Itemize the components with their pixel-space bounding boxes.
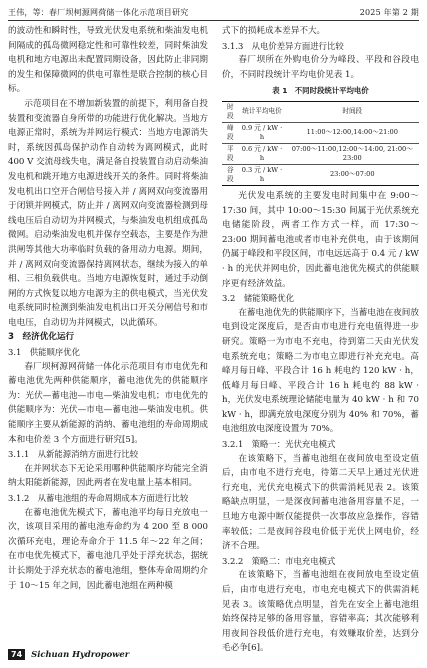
header-divider: [8, 20, 419, 21]
table-row: [222, 122, 419, 143]
paragraph: 在并网状态下无论采用哪种供能顺序均能完全消纳太阳能新能源，因此两者在发电量上基本相同。: [8, 463, 208, 489]
column-header: 时间段: [286, 101, 419, 122]
left-column: [8, 24, 208, 642]
electricity-price-table: [222, 101, 419, 186]
table-cell: 0.9 元 / kW · h: [238, 122, 285, 143]
subsection-heading: 3.2 储能策略优化: [222, 293, 294, 304]
section-heading: 3 经济优化运行: [8, 332, 75, 343]
table-cell: 23:00～07:00: [286, 164, 419, 185]
table-cell: 平段: [222, 143, 238, 164]
page-number: 74: [8, 649, 25, 660]
table-cell: 11:00～12:00,14:00～21:00: [286, 122, 419, 143]
table-row: [222, 143, 419, 164]
table-cell: 0.3 元 / kW · h: [238, 164, 285, 185]
paragraph: 春厂坝柯源网荷储一体化示范项目有市电优先和蓄电池优先两种供能顺序，蓄电池优先的供能顺序为：光伏—蓄电池—市电—柴油发电机；市电优先的供能顺序为：光伏—市电—蓄电池—柴油发电机。供能顺序主要从新能源的消纳、蓄电池组的寿命周期成本和电价差 3 个方面进行研究[5]。: [8, 361, 208, 445]
column-header: 统计平均电价: [238, 101, 285, 122]
right-column: [222, 24, 419, 654]
header-article-title: 王伟，等：春厂坝柯源网荷储一体化示范项目研究: [8, 7, 189, 17]
table-row: [222, 164, 419, 185]
paragraph: 示范项目在不增加新装置的前提下，利用备自投装置和变流器自身所带的功能进行优化解决。当地方电源正常时，系统为并网运行模式：当地方电源消失时，系统因孤岛保护动作自动转为离网模式，此时 400 V 交流母线失电，满足备自投装置自动启动柴油发电机和跳开地方电源进线开关的条件。同时将柴油发电机出口空开合闸信号接入并 / 离网双向变流器用于闭锁并网模式，防止并 / 离网双向变流器检测到母线电压后自动切为并网模式，与柴油发电机组成孤岛微网。启动柴油发电机并保存空载态，主要是作为泄洪闸等其他大功率临时负载的备用动力电源。期间，并 / 离网双向变流器保持离网状态，继续为接入的单相、三相负载供电。当地方电源恢复时，通过手动倒闸的方式恢复以地方电源为主的供电模式，当光伏发电系统同时检测到柴油发电机出口开关分闸信号和市电电压，自动切为并网模式，以此循环。: [8, 98, 208, 328]
subsection-heading: 3.1.3 从电价差异方面进行比较: [222, 40, 344, 51]
paragraph: 式下的损耗成本差异不大。: [222, 26, 326, 36]
subsection-heading: 3.1 供能顺序优化: [8, 347, 80, 358]
column-header: 时段: [222, 101, 238, 122]
running-header: [8, 4, 419, 20]
paragraph: 在该策略下，当蓄电池组在夜间放电至设定值后，由市电进行充电，市电充电模式下的供需消耗见表 3。该策略优点明显，首先在安全上蓄电池组始终保持足够的备用容量，容错率高；其次能够利用夜间谷段低价进行充电，有效赚取价差，达到分毛必争[6]。: [222, 570, 419, 654]
paragraph: 的波动性和瞬时性，导致光伏发电系统和柴油发电机间隔成的孤岛微网稳定性和可靠性较差，同时柴油发电机和地方电源出未配置同期设备，因此防止非同期的发生和保障微网的供电可靠性是联合控制的核心目标。: [8, 26, 208, 95]
paragraph: 春厂坝所在外购电价分为峰段、平段和谷段电价，不同时段统计平均电价见表 1。: [222, 55, 419, 80]
table-cell: 07:00～11:00,12:00～14:00, 21:00～23:00: [286, 143, 419, 164]
paragraph: 在蓄电池优先模式下，蓄电池平均每日充放电一次，该项目采用的蓄电池寿命约为 4 200 至 8 000 次循环充电，理论寿命介于 11.5 年～22 年之间；在市电优先模式下，蓄电池几乎处于浮充状态，据统计长期处于浮充状态的蓄电池组，整体寿命周期约介于 10～15 年之间，因此蓄电池组在两种模: [8, 507, 208, 591]
table-cell: 0.6 元 / kW · h: [238, 143, 285, 164]
subsection-heading: 3.2.1 策略一：光伏充电模式: [222, 439, 336, 450]
subsection-heading: 3.2.2 策略二：市电充电模式: [222, 555, 336, 566]
paragraph: 光伏发电系统的主要发电时间集中在 9:00～17:30 间，其中 10:00～15:30 间属于光伏系统充电储能阶段，两者工作方式一样，而 17:30～23:00 期间蓄电池或者市电补充供电，由于该期间仍属于峰段和平段区间，市电远远高于 0.4 元 / kW · h 的光伏并网电价，因此蓄电池优先模式的供能顺序更有经济效益。: [222, 190, 419, 289]
table-caption: 表 1 不同时段统计平均电价: [272, 86, 369, 96]
table-header-row: [222, 101, 419, 122]
table-cell: 谷段: [222, 164, 238, 185]
paragraph: 在蓄电池优先的供能顺序下，当蓄电池在夜间放电到设定深度后，是否由市电进行充电值得进一步研究。策略一为市电不充电，待到第二天由光伏发电系统充电；策略二为市电立即进行补充充电。高峰月每日峰、平段合计 16 h 耗电约 120 kW · h，低峰月每日峰、平段合计 16 h 耗电约 88 kW · h，光伏发电系统理论储能电量为 40 kW · h 和 70 kW · h，即满充放电深度分别为 40% 和 70%，蓄电池组放电深度设置为 70%。: [222, 307, 419, 435]
subsection-heading: 3.1.1 从新能源消纳方面进行比较: [8, 449, 139, 460]
journal-name: Sichuan Hydropower: [31, 649, 130, 659]
header-issue: 2025 年第 2 期: [359, 7, 419, 17]
page-footer: [8, 646, 419, 662]
paragraph: 在该策略下，当蓄电池组在夜间放电至设定值后，由市电不进行充电，待第二天早上通过光伏进行充电，光伏充电模式下的供需消耗见表 2。该策略缺点明显，一是深夜间蓄电池备用容量不足，一旦地方电源中断仅能提供一次事故应急操作，容错率较低；二是夜间谷段电价低于光伏上网电价，经济不合理。: [222, 453, 419, 552]
table-cell: 峰段: [222, 122, 238, 143]
subsection-heading: 3.1.2 从蓄电池组的寿命周期成本方面进行比较: [8, 493, 189, 503]
